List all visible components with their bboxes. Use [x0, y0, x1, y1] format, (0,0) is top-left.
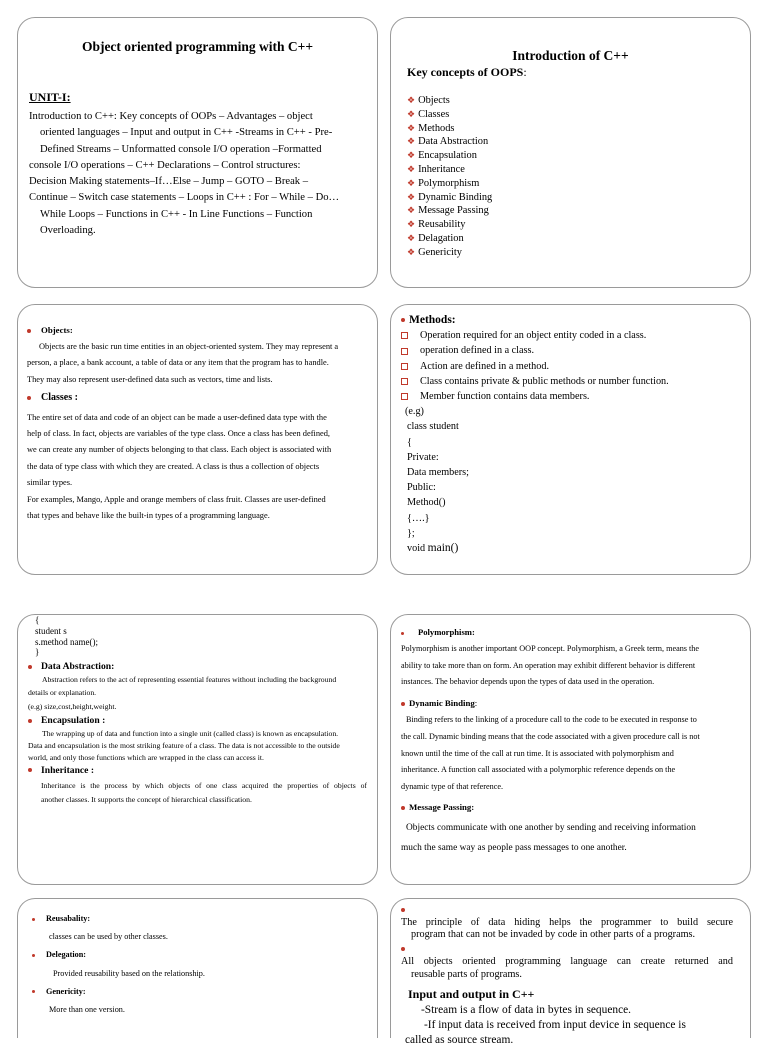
- square-bullet-icon: [401, 378, 408, 385]
- key-concepts-heading: [407, 65, 527, 80]
- diamond-bullet-icon: ❖: [407, 136, 416, 147]
- code-line: {: [407, 436, 412, 448]
- bullet-icon: [401, 318, 405, 322]
- code-line: };: [407, 527, 415, 539]
- reusability-content: [32, 910, 367, 1019]
- concept-label: Delagation: [418, 232, 464, 244]
- key-concepts-colon: :: [523, 65, 527, 79]
- data-hiding-text: The principle of data hiding helps the programmer to build secure: [401, 916, 733, 928]
- example-text: that types and behave like the built-in types of a programming language.: [27, 511, 270, 521]
- poly-heading-row: [401, 624, 740, 641]
- diamond-bullet-icon: ❖: [407, 122, 416, 133]
- code-line: Data members;: [407, 467, 469, 479]
- syllabus-line: console I/O operations – C++ Declarations – Control structures:: [29, 159, 301, 171]
- square-bullet-icon: [401, 348, 408, 355]
- list-item: [401, 359, 740, 374]
- objects-text: Objects are the basic run time entities in an object-oriented system. They may represent a: [39, 342, 339, 352]
- concept-label: Dynamic Binding: [418, 191, 493, 203]
- example-text: For examples, Mango, Apple and orange members of class fruit. Classes are user-defined: [27, 495, 326, 505]
- slide-polymorphism: [390, 614, 751, 885]
- binding-heading: Dynamic Binding: [409, 698, 475, 709]
- objects-classes-content: [27, 322, 363, 524]
- poly-text: instances. The behavior depends upon the types of data used in the operation.: [401, 677, 655, 687]
- concept-label: Encapsulation: [418, 150, 477, 162]
- message-heading-row: [401, 799, 740, 816]
- classes-heading-row: [27, 390, 363, 406]
- bullet-icon: [32, 990, 35, 993]
- encapsulation-heading: Encapsulation: [41, 714, 100, 726]
- method-text: Member function contains data members.: [420, 391, 590, 403]
- syllabus-line: oriented languages – Input and output in C++ -Streams in C++ - Pre-: [40, 127, 333, 139]
- message-heading: Message Passing:: [409, 801, 475, 812]
- classes-text: similar types.: [27, 477, 73, 487]
- objects-text: They may also represent user-defined data such as vectors, time and lists.: [27, 374, 273, 384]
- bullet-icon: [401, 947, 405, 951]
- classes-text: we can create any number of objects belonging to that class. Each object is associated with: [27, 445, 332, 455]
- message-text: Objects communicate with one another by sending and receiving information: [406, 822, 696, 833]
- inheritance-heading-row: [28, 764, 367, 778]
- binding-text: Binding refers to the linking of a procedure call to the code to be executed in response to: [406, 714, 697, 724]
- inheritance-text: Inheritance is the process by which objects of one class acquired the properties of objects of: [41, 780, 367, 790]
- deleg-heading: Delegation:: [46, 950, 87, 960]
- inheritance-text: another classes. It supports the concept of hierarchical classification.: [41, 794, 252, 804]
- list-item: [407, 163, 492, 177]
- stream-text: -If input data is received from input device in sequence is: [424, 1019, 686, 1032]
- bullet-icon: [32, 918, 35, 921]
- concept-label: Polymorphism: [418, 177, 480, 189]
- methods-heading: Methods:: [409, 314, 456, 326]
- encapsulation-colon: :: [102, 714, 106, 726]
- square-bullet-icon: [401, 393, 408, 400]
- deleg-text: Provided reusability based on the relationship.: [53, 968, 205, 978]
- slide-abstraction: [17, 614, 378, 885]
- abstraction-content: [28, 615, 367, 806]
- reusable-text: reusable parts of programs.: [411, 968, 522, 980]
- method-text: operation defined in a class.: [420, 345, 535, 357]
- syllabus-title: Object oriented programming with C++: [81, 39, 314, 54]
- list-item: [407, 204, 492, 218]
- abstraction-text: details or explanation.: [28, 687, 97, 697]
- binding-colon: :: [474, 698, 478, 709]
- stream-text: -Stream is a flow of data in bytes in sequence.: [421, 1004, 632, 1017]
- main-function: main(): [427, 542, 459, 555]
- slide-methods: [390, 304, 751, 575]
- gen-text: More than one version.: [49, 1005, 125, 1015]
- list-item: [407, 108, 492, 122]
- bullet-icon: [401, 908, 405, 912]
- code-line: [401, 541, 740, 556]
- reuse-heading-row: [32, 910, 367, 928]
- unit-label: UNIT-I:: [29, 90, 71, 104]
- diamond-bullet-icon: ❖: [407, 150, 416, 161]
- code-line: {….}: [407, 512, 430, 524]
- syllabus-line: Introduction to C++: Key concepts of OOPs – Advantages – object: [29, 111, 313, 122]
- list-item: [401, 343, 740, 358]
- method-text: Operation required for an object entity coded in a class.: [420, 330, 647, 342]
- code-line: Private:: [407, 451, 439, 463]
- diamond-bullet-icon: ❖: [407, 108, 416, 119]
- list-item: [407, 122, 492, 136]
- binding-text: inheritance. A function call associated with a polymorphic reference depends on the: [401, 765, 676, 775]
- list-item: [401, 389, 740, 404]
- bullet-icon: [401, 702, 405, 706]
- key-concepts-heading-text: Key concepts of OOPS: [407, 65, 524, 79]
- syllabus-line: Continue – Switch case statements – Loops in C++ : For – While – Do…: [29, 192, 340, 204]
- methods-content: [401, 313, 740, 556]
- square-bullet-icon: [401, 363, 408, 370]
- slide-data-hiding: [390, 898, 751, 1047]
- encapsulation-text: Data and encapsulation is the most striking feature of a class. The data is not accessible to the outside: [28, 741, 340, 751]
- concept-label: Objects: [418, 95, 450, 106]
- polymorphism-content: [401, 624, 740, 858]
- stream-text: called as source stream.: [405, 1034, 514, 1047]
- concept-label: Genericity: [418, 246, 462, 258]
- slide-objects-classes: [17, 304, 378, 575]
- list-item: [407, 191, 492, 205]
- list-item: [401, 328, 740, 343]
- inheritance-colon: :: [90, 764, 95, 776]
- diamond-bullet-icon: ❖: [407, 177, 416, 188]
- binding-text: the call. Dynamic binding means that the code associated with a given procedure call is not: [401, 731, 700, 741]
- binding-heading-row: [401, 695, 740, 712]
- square-bullet-icon: [401, 332, 408, 339]
- syllabus-body: [29, 109, 367, 239]
- concept-label: Classes: [418, 108, 450, 120]
- concept-label: Message Passing: [418, 205, 489, 217]
- code-line: (e.g): [405, 406, 424, 418]
- code-line: Public:: [407, 482, 436, 494]
- list-item: [407, 135, 492, 149]
- syllabus-line: While Loops – Functions in C++ - In Line Functions – Function: [40, 208, 313, 220]
- diamond-bullet-icon: ❖: [407, 95, 416, 105]
- objects-text: person, a place, a bank account, a table of data or any item that the program has to handle.: [27, 358, 329, 368]
- gen-heading-row: [32, 983, 367, 1001]
- diamond-bullet-icon: ❖: [407, 219, 416, 230]
- classes-heading: Classes :: [41, 391, 78, 403]
- gen-heading: Genericity:: [46, 986, 86, 996]
- code-line: student s: [35, 625, 67, 636]
- list-item: [407, 177, 492, 191]
- code-line: {: [35, 615, 40, 625]
- abstraction-heading-row: [28, 660, 367, 674]
- objects-heading: Objects:: [41, 325, 73, 335]
- classes-text: the data of type class with which they are created. A class is thus a collection of objects: [27, 461, 320, 471]
- method-text: Action are defined in a method.: [420, 360, 549, 372]
- reuse-heading: Reusabality:: [46, 914, 91, 923]
- syllabus-line: Defined Streams – Unformatted console I/O operation –Formatted: [40, 143, 322, 155]
- abstraction-text: Abstraction refers to the act of representing essential features without including the background: [42, 675, 337, 685]
- abstraction-heading: Data Abstraction:: [41, 661, 115, 673]
- binding-text: dynamic type of that reference.: [401, 782, 504, 792]
- concept-label: Methods: [418, 122, 455, 134]
- inheritance-heading: Inheritance: [41, 764, 89, 776]
- reuse-text: classes can be used by other classes.: [49, 932, 168, 942]
- list-item: [407, 246, 492, 260]
- slide-reusability: [17, 898, 378, 1038]
- deleg-heading-row: [32, 946, 367, 964]
- intro-title: Introduction of C++: [512, 48, 629, 63]
- list-item: [407, 94, 492, 108]
- list-item: [401, 904, 740, 929]
- abstraction-example: (e.g) size,cost,height,weight.: [28, 701, 117, 711]
- slide-key-concepts: [390, 17, 751, 288]
- code-line: s.method name();: [35, 636, 98, 647]
- reusable-text: All objects oriented programming language can create returned and: [401, 956, 733, 968]
- message-text: much the same way as people pass messages to one another.: [401, 842, 627, 853]
- method-text: Class contains private & public methods or number function.: [420, 375, 669, 387]
- list-item: [407, 149, 492, 163]
- slide-syllabus: [17, 17, 378, 288]
- code-line: Method(): [407, 497, 446, 509]
- void-keyword: void: [407, 543, 426, 555]
- code-line: }: [35, 647, 40, 658]
- list-item: [407, 218, 492, 232]
- bullet-icon: [27, 329, 31, 333]
- encapsulation-text: The wrapping up of data and function into a single unit (called class) is known as encapsulation.: [42, 728, 339, 738]
- code-line: class student: [407, 421, 459, 433]
- bullet-icon: [27, 396, 31, 400]
- syllabus-line: Decision Making statements–If…Else – Jump – GOTO – Break –: [29, 176, 309, 188]
- binding-text: known until the time of the call at run time. It is associated with polymorphism and: [401, 748, 674, 758]
- io-heading: Input and output in C++: [408, 986, 535, 1001]
- list-item: [401, 374, 740, 389]
- concept-label: Data Abstraction: [418, 136, 489, 148]
- data-hiding-text: program that can not be invaded by code in other parts of a programs.: [411, 929, 696, 941]
- concept-label: Reusability: [418, 219, 466, 231]
- classes-text: The entire set of data and code of an object can be made a user-defined data type with the: [27, 413, 327, 423]
- poly-text: Polymorphism is another important OOP concept. Polymorphism, a Greek term, means the: [401, 643, 700, 653]
- list-item: [407, 232, 492, 246]
- diamond-bullet-icon: ❖: [407, 163, 416, 174]
- diamond-bullet-icon: ❖: [407, 205, 416, 216]
- classes-text: help of class. In fact, objects are variables of the type class. Once a class has been defined,: [27, 429, 331, 439]
- data-hiding-content: [401, 904, 740, 1048]
- poly-heading: Polymorphism:: [418, 627, 475, 637]
- diamond-bullet-icon: ❖: [407, 191, 416, 202]
- diamond-bullet-icon: ❖: [407, 232, 416, 243]
- syllabus-line: Overloading.: [40, 225, 96, 237]
- methods-heading-row: [401, 313, 740, 328]
- objects-heading-row: [27, 322, 363, 339]
- concept-label: Inheritance: [418, 163, 465, 175]
- bullet-icon: [401, 632, 404, 635]
- encapsulation-heading-row: [28, 714, 367, 727]
- bullet-icon: [28, 719, 32, 723]
- bullet-icon: [32, 954, 35, 957]
- diamond-bullet-icon: ❖: [407, 246, 416, 257]
- encapsulation-text: world, and only those functions which are wrapped in the class can access it.: [28, 752, 264, 762]
- bullet-icon: [28, 768, 32, 772]
- bullet-icon: [28, 665, 32, 669]
- list-item: [401, 944, 740, 969]
- bullet-icon: [401, 806, 405, 810]
- concepts-list: [407, 94, 492, 260]
- poly-text: ability to take more than on form. An operation may exhibit different behavior is different: [401, 660, 696, 670]
